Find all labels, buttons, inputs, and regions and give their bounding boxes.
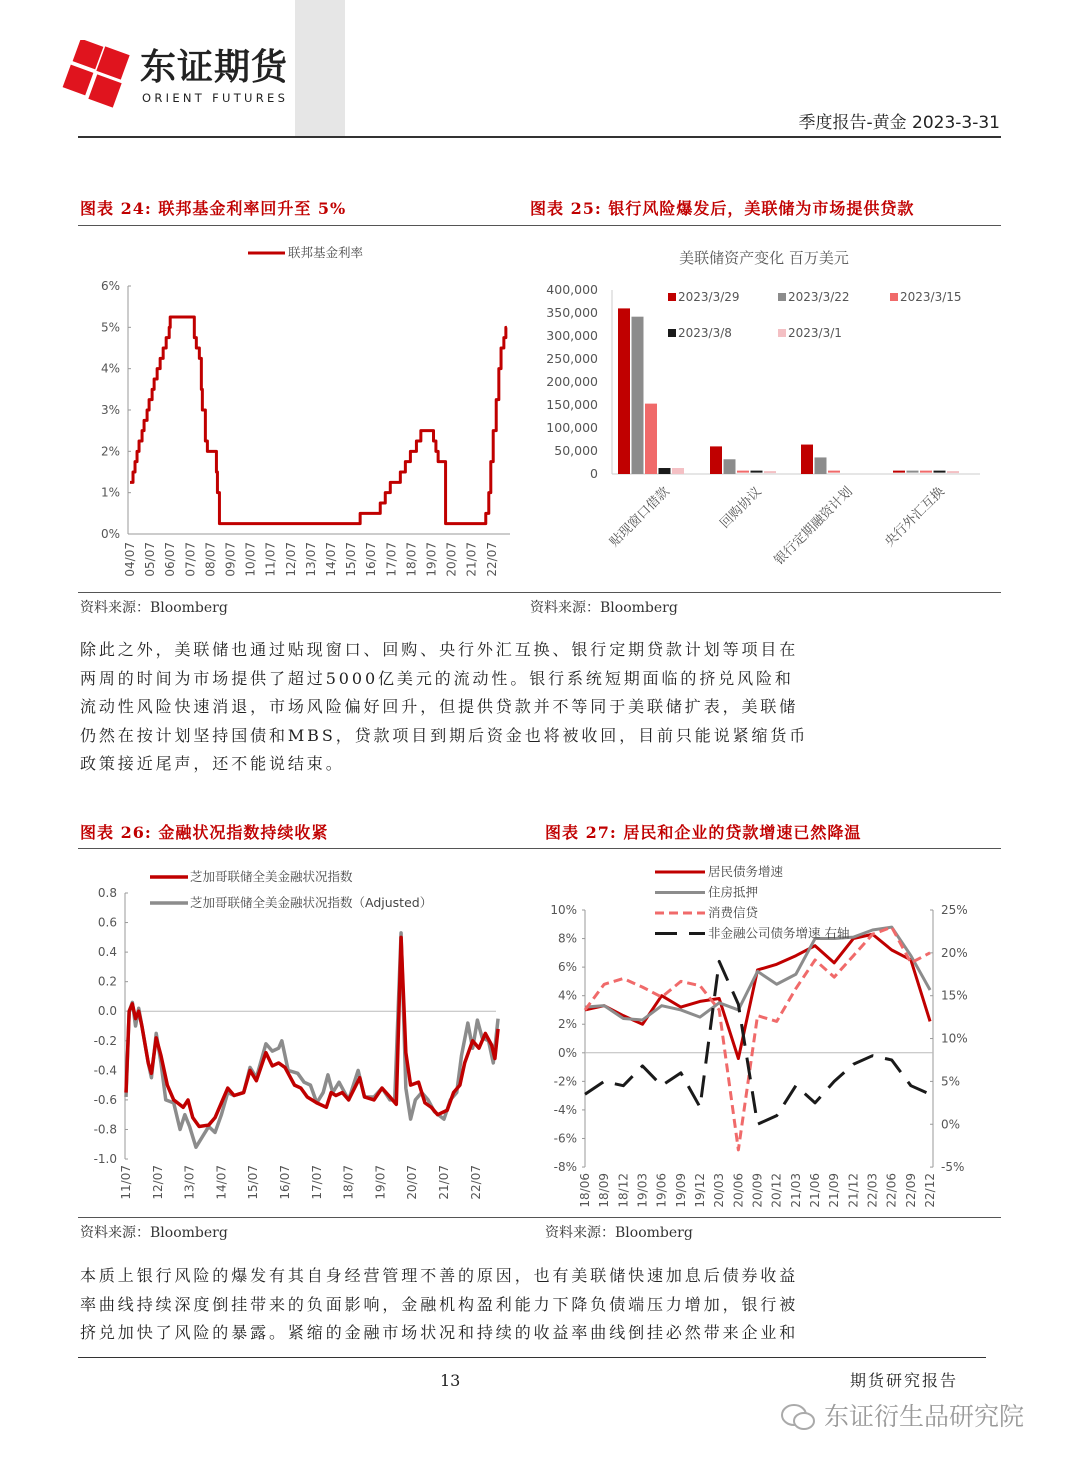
legend-swatch: [890, 293, 898, 301]
bar-2023/3/15: [828, 471, 840, 473]
x-tick-label: 18/12: [616, 1173, 631, 1208]
x-tick-label: 18/07: [404, 542, 419, 577]
legend-swatch: [668, 293, 676, 301]
y-axis-tick-label: 0.4: [97, 945, 117, 960]
x-tick-label: 14/07: [324, 542, 338, 577]
y-axis-right-tick-label: 5%: [941, 1074, 961, 1089]
series-line-fed-funds: [130, 317, 507, 524]
series-line-3: [585, 961, 930, 1124]
series-line-1: [585, 927, 930, 1020]
chart-loan-growth: [540, 860, 980, 1215]
y-tick-label: 200,000: [546, 374, 598, 389]
text-line: 挤兑加快了风险的暴露。紧缩的金融市场状况和持续的收益率曲线倒挂必然带来企业和: [80, 1323, 799, 1342]
x-tick-label: 22/07: [468, 1165, 483, 1200]
x-tick-label: 21/12: [846, 1173, 861, 1208]
x-tick-label: 11/07: [119, 1165, 133, 1200]
x-tick-label: 20/07: [405, 1165, 420, 1200]
x-tick-label: 12/07: [150, 1165, 165, 1200]
y-axis-right-tick-label: 10%: [941, 1031, 968, 1046]
text-line: 除此之外，美联储也通过贴现窗口、回购、央行外汇互换、银行定期贷款计划等项目在: [80, 640, 799, 659]
y-axis-right-tick-label: 0%: [941, 1117, 961, 1132]
legend-label: 联邦基金利率: [288, 245, 364, 260]
y-axis-left-tick-label: 0%: [557, 1045, 577, 1060]
x-tick-label: 15/07: [344, 542, 359, 577]
y-axis-left-tick-label: 10%: [550, 903, 577, 917]
y-tick-label: 400,000: [546, 282, 598, 297]
bar-2023/3/8: [659, 468, 671, 474]
category-label: 贴现窗口借款: [607, 484, 673, 550]
x-tick-label: 15/07: [246, 1165, 261, 1200]
text-line: 政策接近尾声，还不能说结束。: [80, 754, 345, 773]
figure-24-title: 图表 24: 联邦基金利率回升至 5%: [80, 199, 347, 218]
series-line-nfci: [126, 937, 498, 1126]
x-tick-label: 18/06: [578, 1173, 592, 1208]
legend-swatch: [778, 329, 786, 337]
y-tick-label: 100,000: [546, 420, 598, 435]
x-tick-label: 20/06: [731, 1173, 746, 1208]
x-tick-label: 12/07: [283, 542, 298, 577]
x-tick-label: 20/07: [444, 542, 459, 577]
y-axis-tick-label: -0.4: [93, 1063, 117, 1078]
figure-26-title: 图表 26: 金融状况指数持续收紧: [80, 823, 329, 842]
y-axis-tick-label: 6%: [100, 279, 120, 293]
text-line: 率曲线持续深度倒挂带来的负面影响，金融机构盈利能力下降负债端压力增加，银行被: [80, 1294, 799, 1314]
wechat-icon: [780, 1402, 816, 1432]
chart-financial-conditions: [78, 860, 520, 1210]
y-axis-tick-label: 1%: [100, 485, 120, 500]
footer-label: 期货研究报告: [850, 1371, 959, 1390]
x-tick-label: 05/07: [143, 542, 158, 577]
series-line-adjusted: [126, 933, 498, 1147]
x-tick-label: 09/07: [223, 542, 238, 577]
legend-label: 2023/3/22: [788, 290, 850, 304]
text-line: 两周的时间为市场提供了超过5000亿美元的流动性。银行系统短期面临的挤兑风险和: [80, 668, 794, 688]
text-line: 仍然在按计划坚持国债和MBS，贷款项目到期后资金也将被收回，目前只能说紧缩货币: [80, 725, 809, 745]
report-header: 季度报告-黄金 2023-3-31: [798, 113, 1000, 133]
y-axis-left-tick-label: -4%: [553, 1102, 577, 1117]
legend-label: 芝加哥联储全美金融状况指数（Adjusted）: [190, 895, 433, 910]
title-divider: [78, 225, 1001, 226]
y-tick-label: 350,000: [546, 305, 598, 320]
y-axis-tick-label: -1.0: [93, 1152, 117, 1167]
source-divider: [78, 592, 1001, 593]
header-divider: [78, 136, 1001, 138]
legend-label: 2023/3/8: [678, 326, 732, 340]
footer-divider: [78, 1357, 986, 1358]
category-label: 回购协议: [717, 484, 765, 532]
bar-2023/3/29: [618, 308, 630, 474]
x-tick-label: 19/03: [635, 1173, 650, 1208]
x-tick-label: 21/09: [827, 1173, 842, 1208]
series-line-2: [585, 927, 930, 1150]
x-tick-label: 08/07: [203, 542, 218, 577]
legend-label: 居民债务增速: [708, 864, 784, 879]
x-tick-label: 16/07: [364, 542, 379, 577]
y-axis-left-tick-label: 8%: [557, 931, 577, 946]
watermark-text: 东证衍生品研究院: [824, 1402, 1025, 1431]
y-axis-left-tick-label: -2%: [553, 1074, 577, 1089]
x-tick-label: 22/03: [865, 1173, 880, 1208]
logo-icon: [62, 40, 134, 110]
header-band: [295, 0, 345, 137]
logo-text: 东证期货: [140, 47, 289, 88]
bar-2023/3/8: [934, 471, 946, 473]
x-tick-label: 16/07: [278, 1165, 292, 1200]
x-tick-label: 10/07: [243, 542, 258, 577]
page-number: 13: [440, 1371, 461, 1390]
legend-label: 消费信贷: [708, 905, 759, 920]
logo-subtitle: ORIENT FUTURES: [142, 91, 289, 105]
y-axis-left-tick-label: 4%: [557, 988, 577, 1003]
x-tick-label: 21/03: [788, 1173, 803, 1208]
x-tick-label: 13/07: [303, 542, 318, 577]
x-tick-label: 06/07: [163, 542, 178, 577]
x-tick-label: 20/09: [750, 1173, 765, 1208]
bar-2023/3/29: [893, 471, 905, 473]
legend-label: 住房抵押: [708, 884, 759, 900]
category-label: 银行定期融资计划: [771, 484, 856, 569]
y-axis-right-tick-label: -5%: [941, 1160, 965, 1175]
chart-fed-funds-rate: [78, 230, 520, 590]
x-tick-label: 22/12: [923, 1173, 938, 1208]
paragraph-2: [80, 1262, 820, 1348]
y-axis-tick-label: -0.2: [93, 1033, 117, 1048]
bar-2023/3/8: [751, 471, 763, 473]
series-line-0: [585, 934, 930, 1058]
bar-2023/3/22: [724, 459, 736, 474]
title-divider: [78, 848, 1001, 849]
chart-fed-assets: [540, 240, 980, 585]
x-tick-label: 17/07: [309, 1165, 324, 1200]
text-line: 流动性风险快速消退，市场风险偏好回升，但提供贷款并不等同于美联储扩表，美联储: [80, 697, 799, 716]
chart-title: 美联储资产变化 百万美元: [679, 249, 849, 267]
text-line: 本质上银行风险的爆发有其自身经营管理不善的原因，也有美联储快速加息后债券收益: [80, 1266, 799, 1285]
bar-2023/3/29: [801, 445, 813, 474]
bar-2023/3/1: [672, 468, 684, 474]
x-tick-label: 19/07: [424, 542, 439, 577]
y-axis-tick-label: 0.2: [97, 974, 117, 989]
bar-2023/3/1: [947, 471, 959, 473]
x-tick-label: 13/07: [182, 1165, 197, 1200]
bar-2023/3/1: [764, 471, 776, 473]
x-tick-label: 19/12: [693, 1173, 708, 1208]
y-axis-tick-label: -0.6: [93, 1092, 117, 1107]
legend-swatch: [668, 329, 676, 337]
bar-2023/3/15: [737, 471, 749, 473]
x-tick-label: 19/06: [654, 1173, 669, 1208]
y-axis-tick-label: 0.6: [97, 915, 117, 930]
bar-2023/3/29: [710, 446, 722, 474]
paragraph-1: [80, 636, 820, 779]
legend-label: 2023/3/29: [678, 290, 740, 304]
y-tick-label: 300,000: [546, 328, 598, 343]
y-axis-tick-label: 2%: [100, 444, 120, 459]
x-tick-label: 22/09: [903, 1173, 918, 1208]
y-axis-right-tick-label: 25%: [941, 903, 968, 917]
legend-label: 芝加哥联储全美金融状况指数: [190, 869, 353, 884]
y-axis-right-tick-label: 20%: [941, 945, 968, 960]
y-axis-tick-label: 0%: [100, 527, 120, 541]
bar-2023/3/22: [632, 317, 644, 474]
x-tick-label: 19/09: [673, 1173, 688, 1208]
y-axis-tick-label: 0.8: [97, 886, 117, 900]
x-tick-label: 22/06: [884, 1173, 899, 1208]
legend-label: 2023/3/1: [788, 326, 842, 340]
x-tick-label: 18/09: [597, 1173, 612, 1208]
legend-label: 2023/3/15: [900, 290, 962, 304]
y-axis-tick-label: 5%: [100, 320, 120, 335]
y-axis-tick-label: 4%: [100, 361, 120, 376]
y-tick-label: 250,000: [546, 351, 598, 366]
bar-2023/3/15: [920, 471, 932, 473]
figure-25-title: 图表 25: 银行风险爆发后，美联储为市场提供贷款: [530, 199, 915, 218]
figure-24-source: 资料来源：Bloomberg: [80, 600, 228, 616]
x-tick-label: 20/03: [712, 1173, 727, 1208]
y-tick-label: 150,000: [546, 397, 598, 412]
figure-27-source: 资料来源：Bloomberg: [545, 1225, 693, 1241]
y-axis-left-tick-label: 2%: [557, 1017, 577, 1032]
bar-2023/3/15: [645, 404, 657, 474]
y-tick-label: 0: [590, 466, 598, 481]
x-tick-label: 19/07: [373, 1165, 388, 1200]
y-axis-right-tick-label: 15%: [941, 988, 968, 1003]
y-tick-label: 50,000: [554, 443, 598, 458]
x-tick-label: 11/07: [263, 542, 278, 577]
x-tick-label: 14/07: [214, 1165, 229, 1200]
watermark: [780, 1402, 1024, 1432]
category-label: 央行外汇互换: [882, 484, 948, 550]
y-axis-left-tick-label: -8%: [553, 1160, 577, 1175]
x-tick-label: 21/07: [437, 1165, 451, 1200]
y-axis-tick-label: 3%: [100, 403, 120, 417]
x-tick-label: 17/07: [384, 542, 399, 577]
x-tick-label: 18/07: [341, 1165, 356, 1200]
x-tick-label: 20/12: [769, 1173, 784, 1208]
figure-27-title: 图表 27: 居民和企业的贷款增速已然降温: [545, 823, 862, 842]
bar-2023/3/22: [815, 457, 827, 474]
y-axis-left-tick-label: 6%: [557, 960, 577, 975]
legend-label: 非金融公司债务增速 右轴: [708, 925, 850, 941]
bar-2023/3/22: [907, 471, 919, 473]
source-divider: [78, 1217, 1001, 1218]
figure-25-source: 资料来源：Bloomberg: [530, 600, 678, 616]
legend-swatch: [778, 293, 786, 301]
x-tick-label: 21/06: [808, 1173, 823, 1208]
y-axis-left-tick-label: -6%: [553, 1131, 577, 1146]
x-tick-label: 21/07: [464, 542, 479, 577]
x-tick-label: 04/07: [123, 542, 137, 577]
figure-26-source: 资料来源：Bloomberg: [80, 1225, 228, 1241]
x-tick-label: 22/07: [484, 542, 499, 577]
x-tick-label: 07/07: [183, 542, 198, 577]
y-axis-tick-label: -0.8: [93, 1122, 117, 1137]
y-axis-tick-label: 0.0: [97, 1004, 117, 1019]
